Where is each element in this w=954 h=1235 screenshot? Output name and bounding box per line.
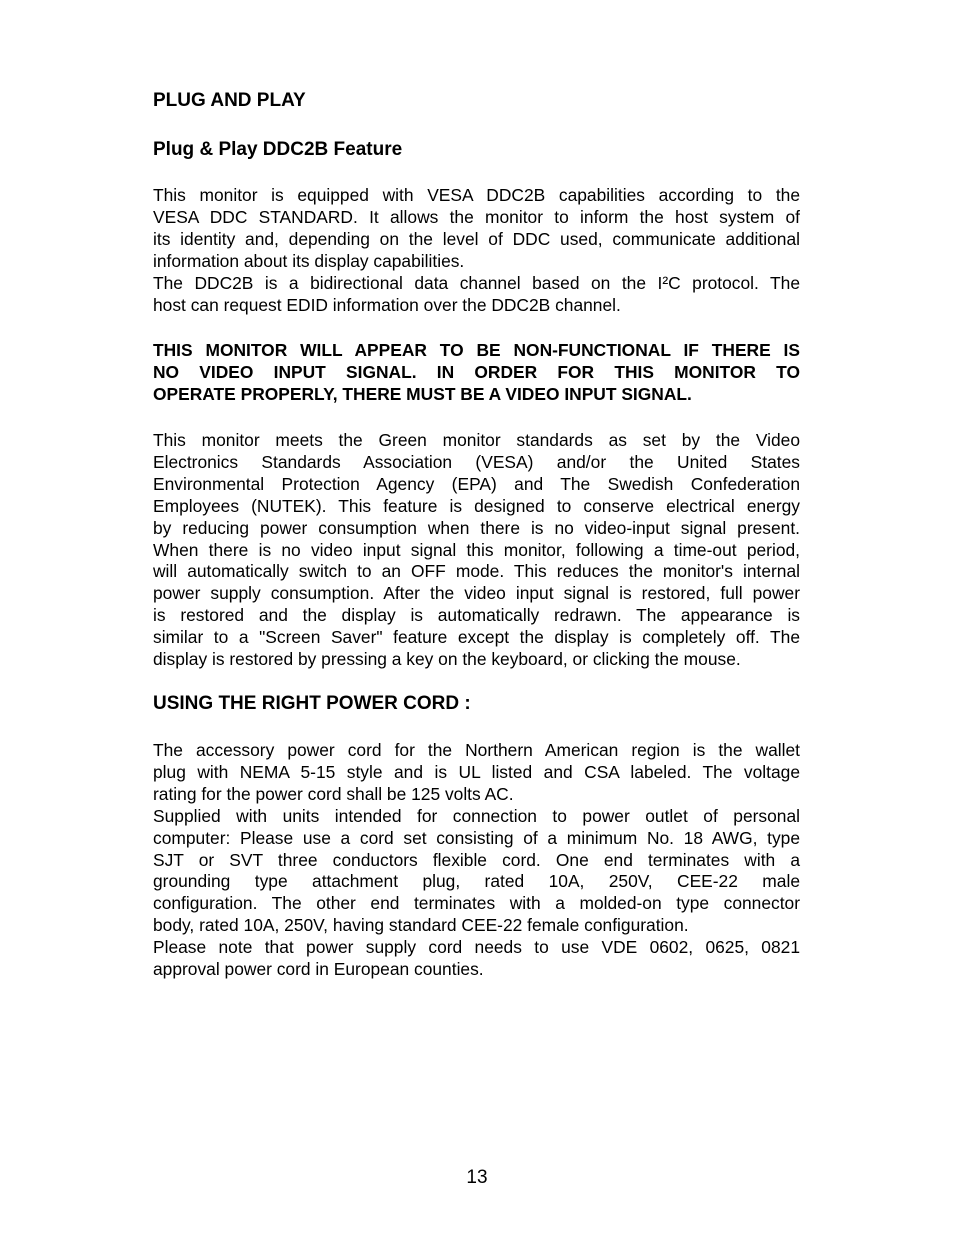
paragraph-line: power supply consumption. After the video input signal is restored, full power (153, 583, 800, 604)
subsection-title: Plug & Play DDC2B Feature (153, 139, 403, 160)
warning-paragraph (153, 340, 800, 406)
page-number: 13 (466, 1167, 488, 1188)
paragraph-line: This monitor meets the Green monitor standards as set by the Video (153, 430, 800, 450)
ddc2b-paragraph (153, 185, 800, 316)
paragraph-line: body, rated 10A, 250V, having standard CEE-22 female configuration. (153, 915, 689, 936)
paragraph-line: VESA DDC STANDARD. It allows the monitor to inform the host system of (153, 206, 800, 227)
paragraph-line: SJT or SVT three conductors flexible cord. One end terminates with a (153, 849, 800, 870)
power-cord-title: USING THE RIGHT POWER CORD : (153, 693, 471, 714)
paragraph-line: Environmental Protection Agency (EPA) and The Swedish Confederation (153, 473, 800, 494)
power-cord-paragraph (153, 740, 800, 981)
paragraph-line: OPERATE PROPERLY, THERE MUST BE A VIDEO INPUT SIGNAL. (153, 383, 692, 404)
paragraph-line: configuration. The other end terminates with a molded-on type connector (153, 893, 800, 914)
paragraph-line: computer: Please use a cord set consisting of a minimum No. 18 AWG, type (153, 827, 800, 848)
paragraph-line: rating for the power cord shall be 125 volts AC. (153, 783, 514, 804)
paragraph-line: grounding type attachment plug, rated 10A, 250V, CEE-22 male (153, 871, 800, 892)
paragraph-line: The accessory power cord for the Northern American region is the wallet (153, 740, 800, 760)
paragraph-line: similar to a "Screen Saver" feature except the display is completely off. The (153, 627, 800, 648)
paragraph-line: its identity and, depending on the level of DDC used, communicate additional (153, 228, 800, 249)
paragraph-line: Electronics Standards Association (VESA) and/or the United States (153, 451, 800, 472)
paragraph-line: approval power cord in European counties. (153, 959, 484, 980)
paragraph-line: When there is no video input signal this monitor, following a time-out period, (153, 539, 800, 560)
paragraph-line: display is restored by pressing a key on the keyboard, or clicking the mouse. (153, 649, 741, 670)
paragraph-line: Employees (NUTEK). This feature is designed to conserve electrical energy (153, 495, 800, 516)
paragraph-line: Please note that power supply cord needs to use VDE 0602, 0625, 0821 (153, 937, 800, 958)
paragraph-line: This monitor is equipped with VESA DDC2B capabilities according to the (153, 185, 800, 205)
paragraph-line: information about its display capabilities. (153, 250, 465, 271)
paragraph-line: Supplied with units intended for connection to power outlet of personal (153, 805, 800, 826)
paragraph-line: NO VIDEO INPUT SIGNAL. IN ORDER FOR THIS MONITOR TO (153, 361, 800, 382)
section-title: PLUG AND PLAY (153, 90, 306, 111)
paragraph-line: plug with NEMA 5-15 style and is UL listed and CSA labeled. The voltage (153, 761, 800, 782)
paragraph-line: host can request EDID information over the DDC2B channel. (153, 294, 621, 315)
paragraph-line: THIS MONITOR WILL APPEAR TO BE NON-FUNCTIONAL IF THERE IS (153, 340, 800, 360)
paragraph-line: will automatically switch to an OFF mode. This reduces the monitor's internal (153, 561, 800, 582)
paragraph-line: is restored and the display is automatically redrawn. The appearance is (153, 605, 800, 626)
green-standards-paragraph (153, 430, 800, 671)
paragraph-line: by reducing power consumption when there is no video-input signal present. (153, 517, 800, 538)
paragraph-line: The DDC2B is a bidirectional data channel based on the I²C protocol. The (153, 272, 800, 293)
